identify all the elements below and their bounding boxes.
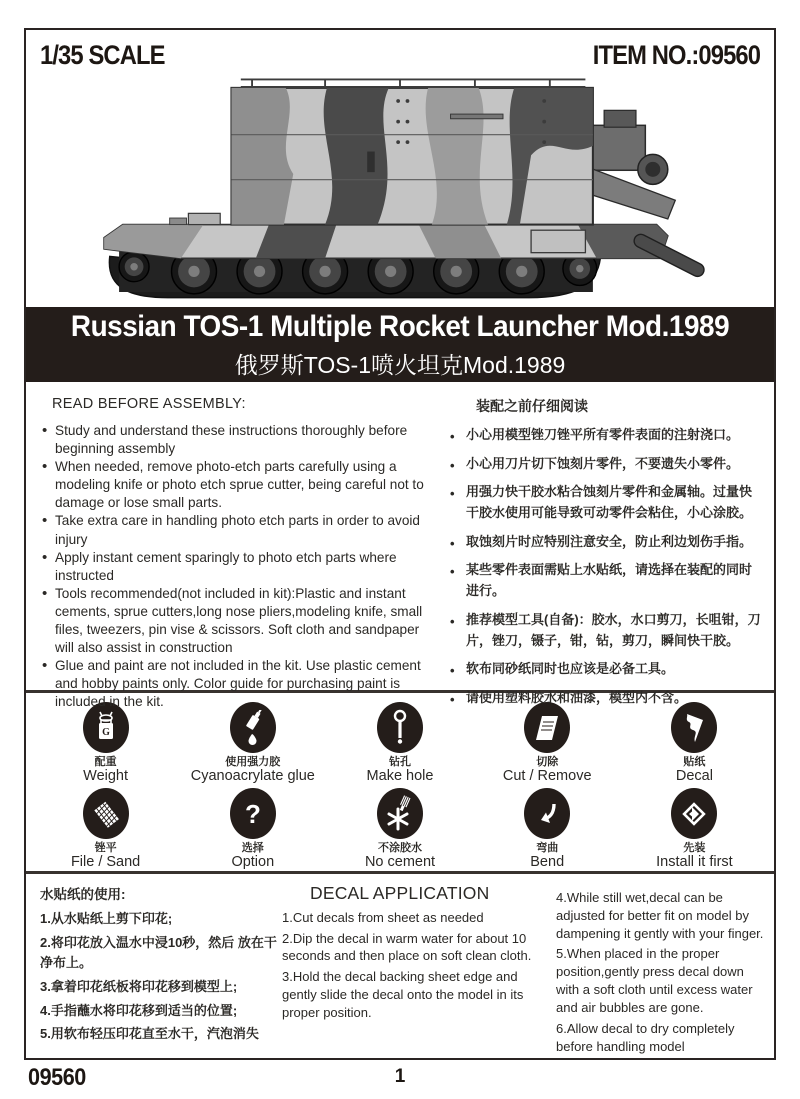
legend-label-en: Cut / Remove [502,768,592,785]
cut-remove-icon [524,702,570,753]
instruction-bullet: • 请使用塑料胶水和油漆，模型内不含。 [450,687,764,708]
legend-item-option [179,785,326,871]
legend-item-install-first [621,785,768,871]
legend-item-glue [179,699,326,785]
legend-label-zh: 选择 [241,842,264,855]
legend-label-en: File / Sand [70,854,141,871]
decal-application-section [26,874,774,1058]
decal-step: 2.Dip the decal in warm water for about 10 seconds and then place on soft clean cloth. [282,930,532,964]
legend-label-en: Bend [530,854,565,871]
legend-label-en: Cyanoacrylate glue [190,768,315,785]
decal-step: 6.Allow decal to dry completely before handling model [556,1020,735,1054]
page-number: 1 [394,1066,406,1087]
kit-title-chinese: 俄罗斯TOS-1喷火坦克Mod.1989 [234,351,566,378]
svg-text:?: ? [244,798,261,829]
file-sand-icon [83,788,129,839]
instruction-bullet: • Tools recommended(not included in kit):Plastic and instant cements, sprue cutters,long nose pliers,modeling knife, small files, tweezers, pin vise & scissors. Soft cloth and sandpaper will also assist in construction [42,585,432,657]
legend-label-zh: 弯曲 [536,842,559,855]
instructions-english-column [42,392,440,710]
legend-label-zh: 锉平 [94,842,117,855]
instruction-bullet: • 推荐模型工具(自备)：胶水，水口剪刀，长咀钳，刀片，锉刀，镊子，钳，钻，剪刀，瞬间快干胶。 [450,609,764,651]
decal-steps-english-2 [554,883,766,1058]
legend-label-en: Option [231,854,275,871]
option-icon [230,788,276,839]
kit-title-english: Russian TOS-1 Multiple Rocket Launcher Mod.1989 [70,309,730,343]
legend-label-zh: 配重 [94,756,117,769]
read-before-heading-zh: 装配之前仔细阅读 [476,398,588,415]
instruction-bullet: • 取蚀刻片时应特别注意安全，防止利边划伤手指。 [450,531,764,552]
svg-text:G: G [101,726,110,738]
legend-label-zh: 先装 [683,842,706,855]
scale-label: 1/35 SCALE [40,40,165,70]
tos1-side-view-drawing [91,71,709,307]
symbol-legend [26,693,774,871]
tank-illustration [26,71,774,307]
bend-icon [524,788,570,839]
read-before-assembly-section [26,382,774,710]
decal-steps-chinese [40,883,278,1058]
legend-label-zh: 贴纸 [683,756,706,769]
instruction-list-zh [450,424,764,708]
decal-step: 5.用软布轻压印花直至水干，汽泡消失 [40,1026,259,1042]
legend-item-bend [474,785,621,871]
legend-label-en: Weight [83,768,129,785]
legend-label-en: Install it first [656,854,733,871]
legend-item-make-hole [326,699,473,785]
title-bar [26,307,774,382]
instructions-chinese-column [440,392,764,706]
decal-step: 3.拿着印花纸板将印花移到模型上; [40,978,238,994]
symbol-legend-row-2 [26,785,774,871]
decal-heading-zh: 水贴纸的使用: [40,887,126,903]
instruction-bullet: • Glue and paint are not included in the kit. Use plastic cement and hobby paints only. Color guide for purchasing paint is included in the kit. [42,657,432,711]
legend-item-weight [32,699,179,785]
decal-steps-english-1 [278,883,554,1058]
symbol-legend-row-1 [26,699,774,785]
read-before-heading-en: READ BEFORE ASSEMBLY: [52,396,246,413]
decal-step: 2.将印花放入温水中浸10秒，然后 放在干净布上。 [40,934,277,971]
page-footer [24,1062,776,1096]
legend-item-no-cement [326,785,473,871]
instruction-sheet [24,28,776,1060]
footer-item-code: 09560 [28,1064,86,1091]
instruction-bullet: • 用强力快干胶水粘合蚀刻片零件和金属轴。过量快干胶水使用可能导致可动零件会粘住，小心涂胶。 [450,481,764,523]
instruction-bullet: • 软布同砂纸同时也应该是必备工具。 [450,658,764,679]
instruction-bullet: • Take extra care in handling photo etch parts in order to avoid injury [42,512,432,548]
decal-step: 4.While still wet,decal can be adjusted for better fit on model by dampening it gently with your finger. [556,890,764,941]
sheet-header [26,30,774,71]
no-cement-icon [377,788,423,839]
instruction-bullet: • When needed, remove photo-etch parts carefully using a modeling knife or photo etch sprue cutter, being careful not to damage or lose small parts. [42,458,432,512]
instruction-bullet: • Study and understand these instructions thoroughly before beginning assembly [42,422,432,458]
item-number: ITEM NO.:09560 [592,40,760,70]
legend-label-zh: 使用强力胶 [225,756,281,769]
legend-label-zh: 钻孔 [389,756,411,769]
legend-label-zh: 切除 [536,756,559,769]
decal-icon [671,702,717,753]
instruction-list-en [42,422,432,711]
legend-item-decal [621,699,768,785]
instruction-bullet: • Apply instant cement sparingly to photo etch parts where instructed [42,549,432,585]
legend-label-en: Decal [675,768,713,785]
instruction-bullet: • 小心用刀片切下蚀刻片零件，不要遗失小零件。 [450,453,764,474]
install-first-icon [671,788,717,839]
legend-label-en: Make hole [366,768,434,785]
decal-step: 3.Hold the decal backing sheet edge and gently slide the decal onto the model in its proper position. [282,968,524,1020]
decal-step: 4.手指蘸水将印花移到适当的位置; [40,1002,238,1018]
decal-step: 1.Cut decals from sheet as needed [282,910,484,926]
decal-heading-en: DECAL APPLICATION [310,883,490,904]
decal-step: 1.从水贴纸上剪下印花; [40,911,173,927]
legend-item-file-sand [32,785,179,871]
decal-step: 5.When placed in the proper position,gently press decal down with a soft cloth until excess water and air bubbles are gone. [556,946,753,1016]
legend-label-zh: 不涂胶水 [378,842,422,855]
legend-item-cut-remove [474,699,621,785]
legend-label-en: No cement [364,854,436,871]
instruction-bullet: • 某些零件表面需贴上水贴纸，请选择在装配的同时进行。 [450,559,764,601]
instruction-bullet: • 小心用模型锉刀锉平所有零件表面的注射浇口。 [450,424,764,445]
